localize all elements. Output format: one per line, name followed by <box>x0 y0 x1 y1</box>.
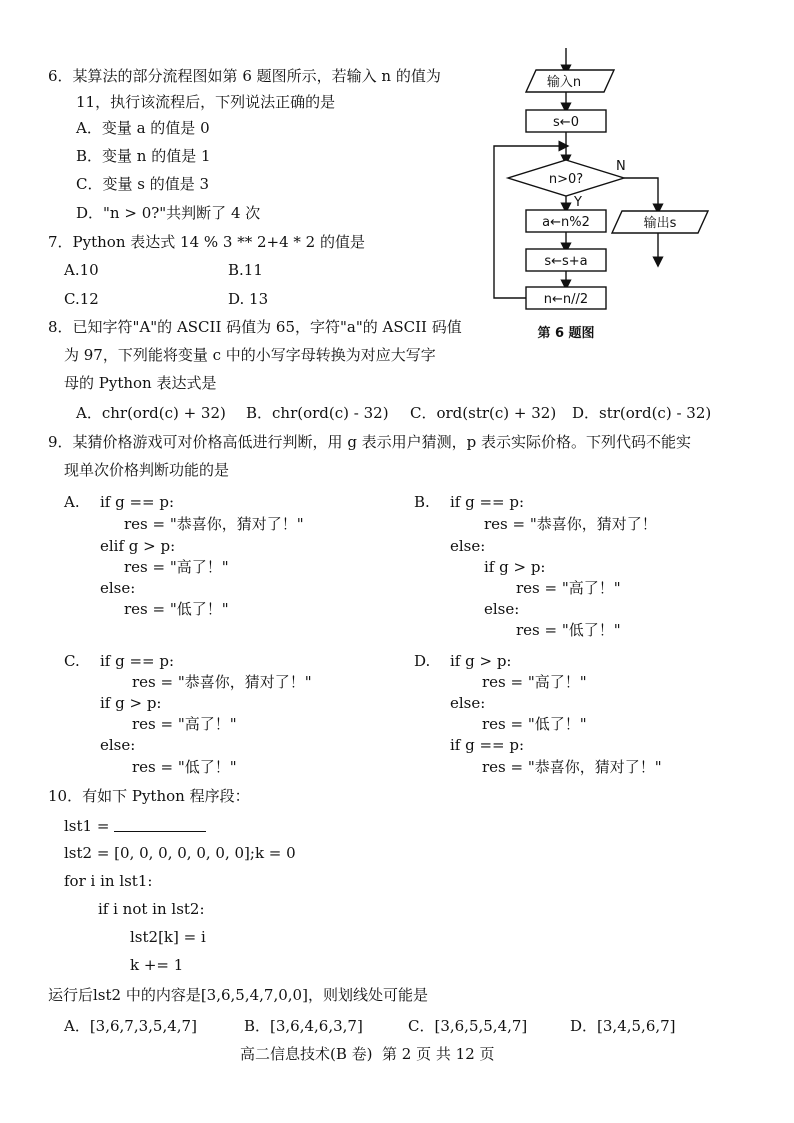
q8-stem-line1: 8．已知字符"A"的 ASCII 码值为 65，字符"a"的 ASCII 码值 <box>48 318 462 336</box>
q9b-code-line: res = "恭喜你，猜对了！ <box>484 515 657 533</box>
q6-option-d: D．"n > 0?"共判断了 4 次 <box>76 204 261 222</box>
q8-stem-line2: 为 97，下列能将变量 c 中的小写字母转换为对应大写字 <box>64 346 436 364</box>
q9d-code-line: if g > p: <box>450 652 512 670</box>
q9-stem-line2: 现单次价格判断功能的是 <box>64 461 230 479</box>
q6-option-b: B．变量 n 的值是 1 <box>76 147 211 165</box>
q9c-code-line: res = "高了！" <box>132 715 237 733</box>
q9c-code-line: res = "低了！" <box>132 758 237 776</box>
q10-option-d: D．[3,4,5,6,7] <box>570 1017 676 1035</box>
q9-option-a-label: A. <box>64 493 80 511</box>
flow-init-text: s←0 <box>553 115 579 130</box>
q10-code-line2: lst2 = [0, 0, 0, 0, 0, 0, 0];k = 0 <box>64 844 296 862</box>
q10-code-line5: lst2[k] = i <box>130 928 206 946</box>
q10-option-a: A．[3,6,7,3,5,4,7] <box>64 1017 197 1035</box>
flow-input-text: 输入n <box>546 75 582 90</box>
flow-cond-text: n>0? <box>548 172 584 187</box>
q9-option-b-label: B. <box>414 493 430 511</box>
q6-option-c: C．变量 s 的值是 3 <box>76 175 210 193</box>
q9a-code-line: else: <box>100 579 136 597</box>
q9-stem-line1: 9．某猜价格游戏可对价格高低进行判断，用 g 表示用户猜测，p 表示实际价格。下列代码不能实 <box>48 433 692 451</box>
q9c-code-line: if g > p: <box>100 694 162 712</box>
q8-option-d: D．str(ord(c) - 32) <box>572 404 712 422</box>
flow-no-label: N <box>616 159 626 174</box>
q9c-code-line: else: <box>100 736 136 754</box>
q6-stem-line1: 6．某算法的部分流程图如第 6 题图所示，若输入 n 的值为 <box>48 67 441 85</box>
q7-stem: 7．Python 表达式 14 % 3 ** 2+4 * 2 的值是 <box>48 233 365 251</box>
answer-blank <box>114 817 206 832</box>
q10-result-text: 运行后lst2 中的内容是[3,6,5,4,7,0,0]，则划线处可能是 <box>48 986 428 1004</box>
q9-option-c-label: C. <box>64 652 80 670</box>
q10-code-line3: for i in lst1: <box>64 872 153 890</box>
q10-code-lst1: lst1 = <box>64 817 115 835</box>
q10-code-line6: k += 1 <box>130 956 184 974</box>
q8-option-b: B．chr(ord(c) - 32) <box>246 404 389 422</box>
q10-code-line1 <box>64 816 206 836</box>
q9c-code-line: if g == p: <box>100 652 175 670</box>
q9b-code-line: res = "高了！" <box>516 579 621 597</box>
q7-option-a: A.10 <box>64 261 99 279</box>
q6-option-a: A．变量 a 的值是 0 <box>76 119 210 137</box>
flowchart-caption: 第 6 题图 <box>537 326 595 341</box>
flow-step3-text: n←n//2 <box>543 292 589 307</box>
q9d-code-line: else: <box>450 694 486 712</box>
flow-yes-label: Y <box>574 195 582 210</box>
q7-option-b: B.11 <box>228 261 263 279</box>
q9a-code-line: elif g > p: <box>100 537 176 555</box>
q9a-code-line: res = "高了！" <box>124 558 229 576</box>
q9-option-d-label: D. <box>414 652 431 670</box>
q9d-code-line: if g == p: <box>450 736 525 754</box>
q9a-code-line: res = "恭喜你，猜对了！" <box>124 515 304 533</box>
q9b-code-line: if g > p: <box>484 558 546 576</box>
q6-flowchart <box>486 46 716 346</box>
q9d-code-line: res = "恭喜你，猜对了！" <box>482 758 662 776</box>
flow-step1-text: a←n%2 <box>542 215 590 230</box>
q9c-code-line: res = "恭喜你，猜对了！" <box>132 673 312 691</box>
q10-option-c: C．[3,6,5,5,4,7] <box>408 1017 528 1035</box>
q6-stem-line2: 11，执行该流程后，下列说法正确的是 <box>76 93 336 111</box>
q10-option-b: B．[3,6,4,6,3,7] <box>244 1017 363 1035</box>
q8-stem-line3: 母的 Python 表达式是 <box>64 374 217 392</box>
q8-option-a: A．chr(ord(c) + 32) <box>76 404 226 422</box>
q9b-code-line: else: <box>484 600 520 618</box>
q10-stem: 10．有如下 Python 程序段： <box>48 787 250 805</box>
q7-option-c: C.12 <box>64 290 99 308</box>
q9a-code-line: if g == p: <box>100 493 175 511</box>
flow-step2-text: s←s+a <box>544 254 588 269</box>
q9b-code-line: if g == p: <box>450 493 525 511</box>
page-footer: 高二信息技术(B 卷) 第 2 页 共 12 页 <box>240 1045 495 1063</box>
q9d-code-line: res = "高了！" <box>482 673 587 691</box>
q8-option-c: C．ord(str(c) + 32) <box>410 404 557 422</box>
flow-output-text: 输出s <box>643 216 677 231</box>
q9d-code-line: res = "低了！" <box>482 715 587 733</box>
q9b-code-line: else: <box>450 537 486 555</box>
q9a-code-line: res = "低了！" <box>124 600 229 618</box>
q9b-code-line: res = "低了！" <box>516 621 621 639</box>
q10-code-line4: if i not in lst2: <box>98 900 205 918</box>
q7-option-d: D. 13 <box>228 290 269 308</box>
